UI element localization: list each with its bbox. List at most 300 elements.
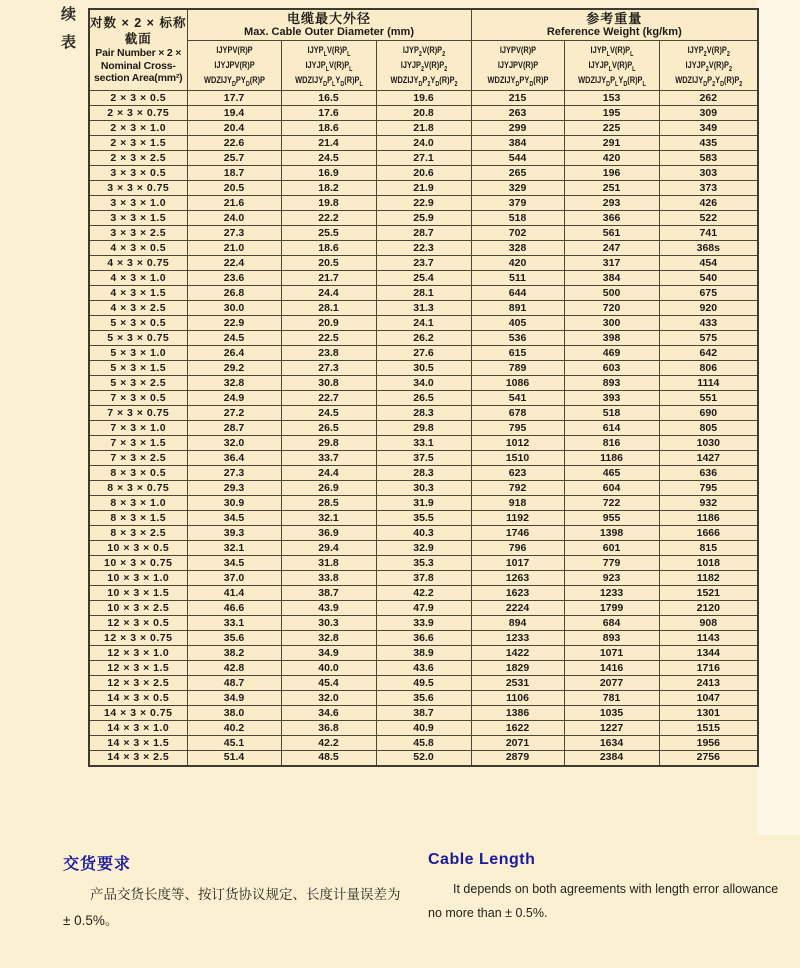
- cable-type-code: $IJYP_2V(R)P_2$: [402, 45, 445, 58]
- cell-value: 1047: [659, 691, 758, 706]
- table-row: [89, 541, 758, 556]
- cell-value: 366: [564, 211, 659, 226]
- cell-value: 33.9: [376, 616, 471, 631]
- cell-value: 40.9: [376, 721, 471, 736]
- cell-value: 433: [659, 316, 758, 331]
- row-size-label: 10 × 3 × 0.75: [89, 556, 187, 571]
- cell-value: 1071: [564, 646, 659, 661]
- cell-value: 215: [471, 91, 564, 106]
- cell-value: 781: [564, 691, 659, 706]
- cell-value: 30.3: [281, 616, 376, 631]
- cell-value: 34.0: [376, 376, 471, 391]
- cell-value: 17.7: [187, 91, 281, 106]
- cable-type-code: $IJYP_LV(R)P_L$: [590, 45, 633, 58]
- cell-value: 29.3: [187, 481, 281, 496]
- cable-type-code: $WDZIJY_DP_LY_D(R)P_L$: [294, 75, 363, 88]
- cell-value: 19.8: [281, 196, 376, 211]
- cell-value: 2756: [659, 751, 758, 766]
- cell-value: 368s: [659, 241, 758, 256]
- row-size-label: 12 × 3 × 1.0: [89, 646, 187, 661]
- cell-value: 544: [471, 151, 564, 166]
- table-row: [89, 691, 758, 706]
- table-row: [89, 106, 758, 121]
- cable-length-heading: Cable Length: [428, 851, 536, 868]
- cell-value: 32.0: [281, 691, 376, 706]
- cell-value: 34.9: [281, 646, 376, 661]
- cell-value: 1386: [471, 706, 564, 721]
- cell-value: 38.0: [187, 706, 281, 721]
- cell-value: 522: [659, 211, 758, 226]
- cell-value: 24.5: [281, 151, 376, 166]
- cell-value: 815: [659, 541, 758, 556]
- cell-value: 31.8: [281, 556, 376, 571]
- table-row: [89, 271, 758, 286]
- cell-value: 36.9: [281, 526, 376, 541]
- cell-value: 28.7: [376, 226, 471, 241]
- cell-value: 40.0: [281, 661, 376, 676]
- cell-value: 26.5: [281, 421, 376, 436]
- cell-value: 30.5: [376, 361, 471, 376]
- cell-value: 27.2: [187, 406, 281, 421]
- cell-value: 26.2: [376, 331, 471, 346]
- cell-value: 1114: [659, 376, 758, 391]
- row-size-label: 3 × 3 × 0.5: [89, 166, 187, 181]
- cell-value: 28.7: [187, 421, 281, 436]
- table-row: [89, 511, 758, 526]
- cable-type-code: $WDZIJY_DPY_D(R)P$: [203, 75, 265, 88]
- column-header-pair-number-line: 截面: [124, 32, 152, 47]
- cell-value: 303: [659, 166, 758, 181]
- cell-value: 30.8: [281, 376, 376, 391]
- cable-type-code: IJYJPV(R)P: [497, 60, 538, 71]
- table-row: [89, 721, 758, 736]
- cell-value: 23.8: [281, 346, 376, 361]
- table-row: [89, 316, 758, 331]
- row-size-label: 7 × 3 × 2.5: [89, 451, 187, 466]
- cell-value: 39.3: [187, 526, 281, 541]
- cell-value: 1086: [471, 376, 564, 391]
- table-row: [89, 556, 758, 571]
- cell-value: 19.6: [376, 91, 471, 106]
- cell-value: 34.5: [187, 556, 281, 571]
- cell-value: 955: [564, 511, 659, 526]
- cell-value: 33.8: [281, 571, 376, 586]
- continued-table-label: 续表: [59, 6, 76, 62]
- cell-value: 28.1: [281, 301, 376, 316]
- cell-value: 317: [564, 256, 659, 271]
- cell-value: 25.4: [376, 271, 471, 286]
- cell-value: 1106: [471, 691, 564, 706]
- cable-spec-table: [88, 8, 759, 767]
- row-size-label: 14 × 3 × 0.5: [89, 691, 187, 706]
- cell-value: 35.3: [376, 556, 471, 571]
- cell-value: 28.1: [376, 286, 471, 301]
- cell-value: 34.5: [187, 511, 281, 526]
- cell-value: 454: [659, 256, 758, 271]
- cell-value: 36.6: [376, 631, 471, 646]
- cell-value: 247: [564, 241, 659, 256]
- cell-value: 1192: [471, 511, 564, 526]
- cell-value: 24.1: [376, 316, 471, 331]
- cell-value: 25.9: [376, 211, 471, 226]
- cell-value: 615: [471, 346, 564, 361]
- cell-value: 518: [471, 211, 564, 226]
- table-row: [89, 376, 758, 391]
- row-size-label: 2 × 3 × 0.5: [89, 91, 187, 106]
- row-size-label: 2 × 3 × 1.0: [89, 121, 187, 136]
- cell-value: 932: [659, 496, 758, 511]
- cell-value: 20.5: [187, 181, 281, 196]
- cell-value: 675: [659, 286, 758, 301]
- row-size-label: 12 × 3 × 0.5: [89, 616, 187, 631]
- cell-value: 16.9: [281, 166, 376, 181]
- row-size-label: 10 × 3 × 1.5: [89, 586, 187, 601]
- row-size-label: 14 × 3 × 2.5: [89, 751, 187, 766]
- row-size-label: 3 × 3 × 2.5: [89, 226, 187, 241]
- cell-value: 329: [471, 181, 564, 196]
- cell-value: 48.7: [187, 676, 281, 691]
- group-header-weight-cn: 参考重量: [586, 11, 643, 26]
- cell-value: 816: [564, 436, 659, 451]
- cell-value: 426: [659, 196, 758, 211]
- cell-value: 1017: [471, 556, 564, 571]
- table-row: [89, 631, 758, 646]
- cell-value: 1030: [659, 436, 758, 451]
- cable-type-code: $IJYJP_LV(R)P_L$: [304, 60, 353, 73]
- column-header-cable-codes-3: [471, 41, 564, 91]
- cell-value: 1799: [564, 601, 659, 616]
- cell-value: 1186: [659, 511, 758, 526]
- cell-value: 27.3: [187, 226, 281, 241]
- cell-value: 52.0: [376, 751, 471, 766]
- table-row: [89, 286, 758, 301]
- cell-value: 1515: [659, 721, 758, 736]
- cell-value: 263: [471, 106, 564, 121]
- cell-value: 603: [564, 361, 659, 376]
- cell-value: 38.9: [376, 646, 471, 661]
- cell-value: 2531: [471, 676, 564, 691]
- row-size-label: 12 × 3 × 2.5: [89, 676, 187, 691]
- table-row: [89, 181, 758, 196]
- cell-value: 465: [564, 466, 659, 481]
- cell-value: 1018: [659, 556, 758, 571]
- cell-value: 27.3: [187, 466, 281, 481]
- cell-value: 1746: [471, 526, 564, 541]
- column-header-pair-number-line: 对数 × 2 × 标称: [90, 16, 187, 31]
- cell-value: 24.4: [281, 286, 376, 301]
- cell-value: 153: [564, 91, 659, 106]
- row-size-label: 8 × 3 × 2.5: [89, 526, 187, 541]
- cable-type-code: $WDZIJY_DP_LY_D(R)P_L$: [577, 75, 646, 88]
- cable-type-code: IJYPV(R)P: [499, 45, 536, 56]
- cable-type-code: $IJYP_LV(R)P_L$: [307, 45, 350, 58]
- cell-value: 33.7: [281, 451, 376, 466]
- cell-value: 22.7: [281, 391, 376, 406]
- cell-value: 49.5: [376, 676, 471, 691]
- cell-value: 38.7: [376, 706, 471, 721]
- cell-value: 24.4: [281, 466, 376, 481]
- cell-value: 644: [471, 286, 564, 301]
- cell-value: 45.4: [281, 676, 376, 691]
- cell-value: 604: [564, 481, 659, 496]
- cell-value: 309: [659, 106, 758, 121]
- cell-value: 299: [471, 121, 564, 136]
- row-size-label: 12 × 3 × 1.5: [89, 661, 187, 676]
- cell-value: 636: [659, 466, 758, 481]
- row-size-label: 5 × 3 × 2.5: [89, 376, 187, 391]
- row-size-label: 12 × 3 × 0.75: [89, 631, 187, 646]
- cell-value: 894: [471, 616, 564, 631]
- cell-value: 38.7: [281, 586, 376, 601]
- cell-value: 1422: [471, 646, 564, 661]
- cell-value: 923: [564, 571, 659, 586]
- cell-value: 47.9: [376, 601, 471, 616]
- cell-value: 792: [471, 481, 564, 496]
- cell-value: 469: [564, 346, 659, 361]
- cell-value: 1143: [659, 631, 758, 646]
- table-row: [89, 601, 758, 616]
- table-row: [89, 676, 758, 691]
- cell-value: 29.2: [187, 361, 281, 376]
- column-header-pair-number-line: section Area(mm²): [94, 72, 183, 85]
- delivery-requirements-text: 产品交货长度等、按订货协议规定、长度计量误差为 ± 0.5%。: [63, 887, 401, 928]
- cell-value: 42.8: [187, 661, 281, 676]
- cable-length-text: It depends on both agreements with length error allowance no more than ± 0.5%.: [428, 882, 779, 920]
- table-row: [89, 331, 758, 346]
- cell-value: 24.5: [281, 406, 376, 421]
- cell-value: 1227: [564, 721, 659, 736]
- table-row: [89, 496, 758, 511]
- cell-value: 24.0: [376, 136, 471, 151]
- cell-value: 536: [471, 331, 564, 346]
- cell-value: 2077: [564, 676, 659, 691]
- cell-value: 741: [659, 226, 758, 241]
- cell-value: 2120: [659, 601, 758, 616]
- cell-value: 2071: [471, 736, 564, 751]
- cell-value: 1416: [564, 661, 659, 676]
- cell-value: 779: [564, 556, 659, 571]
- cell-value: 17.6: [281, 106, 376, 121]
- row-size-label: 10 × 3 × 2.5: [89, 601, 187, 616]
- row-size-label: 4 × 3 × 0.5: [89, 241, 187, 256]
- cell-value: 28.3: [376, 406, 471, 421]
- cable-type-code: $WDZIJY_DP_2Y_D(R)P_2$: [674, 75, 742, 88]
- cell-value: 37.8: [376, 571, 471, 586]
- cell-value: 1301: [659, 706, 758, 721]
- cell-value: 684: [564, 616, 659, 631]
- cell-value: 1035: [564, 706, 659, 721]
- cell-value: 601: [564, 541, 659, 556]
- row-size-label: 2 × 3 × 1.5: [89, 136, 187, 151]
- cell-value: 789: [471, 361, 564, 376]
- cable-type-code: IJYPV(R)P: [215, 45, 253, 56]
- cell-value: 393: [564, 391, 659, 406]
- cell-value: 1427: [659, 451, 758, 466]
- table-row: [89, 226, 758, 241]
- cell-value: 720: [564, 301, 659, 316]
- cell-value: 32.1: [281, 511, 376, 526]
- cell-value: 1398: [564, 526, 659, 541]
- cell-value: 25.5: [281, 226, 376, 241]
- page-edge-strip: [757, 0, 800, 835]
- table-row: [89, 571, 758, 586]
- cell-value: 22.9: [187, 316, 281, 331]
- cell-value: 43.9: [281, 601, 376, 616]
- cell-value: 1956: [659, 736, 758, 751]
- table-row: [89, 661, 758, 676]
- cell-value: 22.2: [281, 211, 376, 226]
- cell-value: 420: [564, 151, 659, 166]
- cable-type-code: $IJYP_2V(R)P_2$: [687, 45, 730, 58]
- cell-value: 21.6: [187, 196, 281, 211]
- group-header-weight-en: Reference Weight (kg/km): [546, 26, 682, 38]
- cell-value: 1829: [471, 661, 564, 676]
- cell-value: 551: [659, 391, 758, 406]
- cell-value: 1634: [564, 736, 659, 751]
- cell-value: 24.0: [187, 211, 281, 226]
- row-size-label: 5 × 3 × 1.5: [89, 361, 187, 376]
- table-row: [89, 136, 758, 151]
- cell-value: 29.8: [281, 436, 376, 451]
- cell-value: 405: [471, 316, 564, 331]
- cell-value: 518: [564, 406, 659, 421]
- row-size-label: 10 × 3 × 1.0: [89, 571, 187, 586]
- cell-value: 20.5: [281, 256, 376, 271]
- table-row: [89, 451, 758, 466]
- cell-value: 27.6: [376, 346, 471, 361]
- cell-value: 398: [564, 331, 659, 346]
- cell-value: 23.6: [187, 271, 281, 286]
- cell-value: 642: [659, 346, 758, 361]
- cell-value: 796: [471, 541, 564, 556]
- cell-value: 26.5: [376, 391, 471, 406]
- cell-value: 22.9: [376, 196, 471, 211]
- cell-value: 24.9: [187, 391, 281, 406]
- cell-value: 42.2: [281, 736, 376, 751]
- cell-value: 225: [564, 121, 659, 136]
- cell-value: 893: [564, 631, 659, 646]
- cell-value: 27.1: [376, 151, 471, 166]
- cell-value: 20.8: [376, 106, 471, 121]
- cell-value: 722: [564, 496, 659, 511]
- cell-value: 18.6: [281, 241, 376, 256]
- table-row: [89, 526, 758, 541]
- group-header-diameter: [187, 9, 471, 41]
- cell-value: 1186: [564, 451, 659, 466]
- row-size-label: 10 × 3 × 0.5: [89, 541, 187, 556]
- cell-value: 291: [564, 136, 659, 151]
- cell-value: 32.8: [187, 376, 281, 391]
- table-row: [89, 436, 758, 451]
- cell-value: 18.6: [281, 121, 376, 136]
- table-row: [89, 211, 758, 226]
- cell-value: 30.3: [376, 481, 471, 496]
- table-row: [89, 256, 758, 271]
- cell-value: 1344: [659, 646, 758, 661]
- group-header-diameter-cn: 电缆最大外径: [287, 11, 372, 26]
- cell-value: 22.6: [187, 136, 281, 151]
- cell-value: 806: [659, 361, 758, 376]
- cell-value: 384: [471, 136, 564, 151]
- cell-value: 41.4: [187, 586, 281, 601]
- column-header-pair-number-line: Pair Number × 2 ×: [95, 47, 182, 60]
- row-size-label: 4 × 3 × 1.0: [89, 271, 187, 286]
- row-size-label: 7 × 3 × 0.75: [89, 406, 187, 421]
- cell-value: 575: [659, 331, 758, 346]
- cell-value: 702: [471, 226, 564, 241]
- table-row: [89, 196, 758, 211]
- cell-value: 511: [471, 271, 564, 286]
- group-header-diameter-en: Max. Cable Outer Diameter (mm): [244, 26, 414, 38]
- cell-value: 19.4: [187, 106, 281, 121]
- cell-value: 26.9: [281, 481, 376, 496]
- cell-value: 1666: [659, 526, 758, 541]
- cell-value: 32.1: [187, 541, 281, 556]
- cell-value: 891: [471, 301, 564, 316]
- table-row: [89, 346, 758, 361]
- cell-value: 33.1: [376, 436, 471, 451]
- cell-value: 26.8: [187, 286, 281, 301]
- cell-value: 251: [564, 181, 659, 196]
- cell-value: 21.0: [187, 241, 281, 256]
- table-row: [89, 466, 758, 481]
- row-size-label: 3 × 3 × 1.0: [89, 196, 187, 211]
- group-header-weight: [471, 9, 758, 41]
- table-row: [89, 616, 758, 631]
- cell-value: 33.1: [187, 616, 281, 631]
- table-row: [89, 301, 758, 316]
- cell-value: 37.0: [187, 571, 281, 586]
- cell-value: 1182: [659, 571, 758, 586]
- cell-value: 29.4: [281, 541, 376, 556]
- cell-value: 384: [564, 271, 659, 286]
- cell-value: 1012: [471, 436, 564, 451]
- cell-value: 21.4: [281, 136, 376, 151]
- delivery-requirements-heading: 交货要求: [63, 856, 132, 873]
- cell-value: 42.2: [376, 586, 471, 601]
- cell-value: 21.7: [281, 271, 376, 286]
- table-row: [89, 646, 758, 661]
- cell-value: 1623: [471, 586, 564, 601]
- cell-value: 1233: [471, 631, 564, 646]
- cell-value: 795: [471, 421, 564, 436]
- cell-value: 265: [471, 166, 564, 181]
- cell-value: 22.4: [187, 256, 281, 271]
- cell-value: 328: [471, 241, 564, 256]
- row-size-label: 8 × 3 × 1.5: [89, 511, 187, 526]
- table-row: [89, 241, 758, 256]
- cell-value: 16.5: [281, 91, 376, 106]
- cell-value: 22.3: [376, 241, 471, 256]
- cell-value: 43.6: [376, 661, 471, 676]
- cell-value: 38.2: [187, 646, 281, 661]
- cell-value: 805: [659, 421, 758, 436]
- cell-value: 920: [659, 301, 758, 316]
- cell-value: 795: [659, 481, 758, 496]
- cell-value: 540: [659, 271, 758, 286]
- cell-value: 1521: [659, 586, 758, 601]
- cell-value: 300: [564, 316, 659, 331]
- cell-value: 23.7: [376, 256, 471, 271]
- column-header-cable-codes-2: [376, 41, 471, 91]
- row-size-label: 7 × 3 × 1.0: [89, 421, 187, 436]
- cell-value: 908: [659, 616, 758, 631]
- cell-value: 20.9: [281, 316, 376, 331]
- cell-value: 34.9: [187, 691, 281, 706]
- cable-type-code: $IJYJP_2V(R)P_2$: [400, 60, 447, 73]
- cell-value: 36.8: [281, 721, 376, 736]
- row-size-label: 2 × 3 × 2.5: [89, 151, 187, 166]
